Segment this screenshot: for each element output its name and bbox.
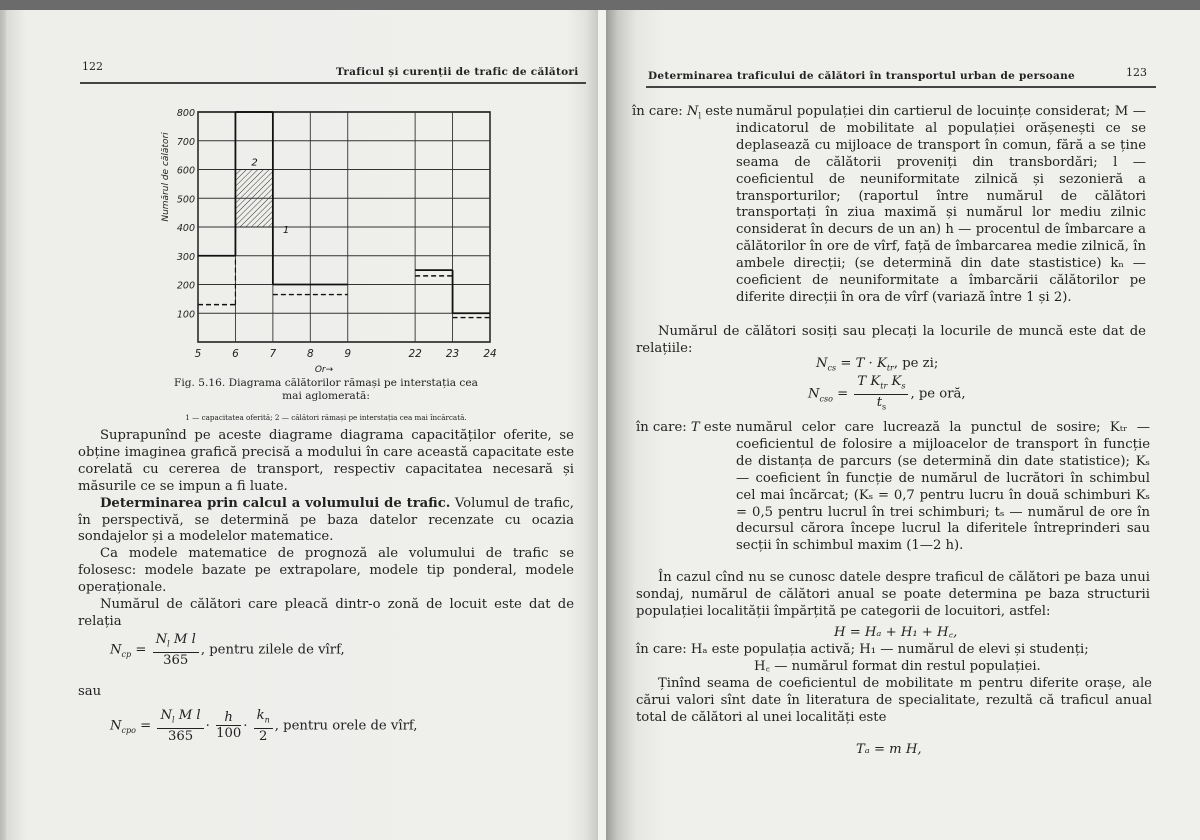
denominator: 2	[259, 728, 268, 744]
x-tick-label: 9	[344, 348, 352, 360]
left-body-text	[78, 428, 574, 631]
definitions-text: numărul populației din cartierul de locuințe considerat; M — indicatorul de mobilitate al populației orășenești ce se deplasează cu mijloace de transport în comun, fără a se ține seama de călătorii proveniți din transbordări; l — coeficientul de neuniformitate zilnică și sezonieră a transporturilor; (raportul între numărul de călători transportați în ziua maximă și numărul lor mediu zilnic considerat în decurs de un an) h — procentul de îmbarcare a călătorilor în ore de vîrf, față de îmbarcarea medie zilnică, în ambele direcții; (se determină din date stastistice) kₙ — coeficient de neuniformitate a îmbarcării călătorilor pe diferite direcții în ora de vîrf (variază între 1 și 2).	[736, 104, 1146, 305]
formula-ncpo: $N_{cpo}$ = $\frac{N_l M l}{365}$ · $\frac{h}{100}$ · $\frac{k_n}{2}$ , pentru orele de vîrf,	[110, 708, 418, 744]
y-tick-label: 100	[176, 309, 195, 321]
fraction	[153, 632, 199, 668]
x-tick-label: 24	[483, 348, 497, 360]
header-rule-left	[80, 82, 586, 84]
numerator-subscript: tr	[880, 381, 888, 391]
paragraph: Suprapunînd pe aceste diagrame diagrama capacităților oferite, se obține imaginea grafică precisă a modului în care această capacitate este corelată cu cererea de transport, respectiv capacitatea necesară și măsurile ce se impun a fi luate.	[78, 428, 574, 494]
x-tick-label: 23	[445, 348, 460, 360]
paragraph: Ca modele matematice de prognoză ale volumului de trafic se folosesc: modele bazate pe extrapolare, modele tip ponderal, modele operaționale.	[78, 546, 574, 596]
definition-line: H꜀ — numărul format din restul populației.	[754, 658, 1041, 674]
y-tick-label: 300	[176, 251, 195, 263]
numerator: T K	[857, 374, 881, 389]
formula-ncs	[816, 356, 938, 373]
header-rule-right	[646, 86, 1156, 88]
x-axis-label: Or→	[314, 365, 334, 375]
numerator-mid: K	[887, 374, 902, 389]
formula-subscript: cp	[121, 649, 132, 659]
where-label-2	[636, 420, 746, 437]
book-gutter	[598, 10, 606, 840]
definitions-text: numărul celor care lucrează la punctul de sosire; Kₜᵣ — coeficientul de folosire a mijloacelor de transport în funcție de distanța de parcurs (se determină din date statistice); Kₛ — coeficient în funcție de numărul de lucrători în schimbul cel mai încărcat; (Kₛ = 0,7 pentru lucru în două schimburi Kₛ = 0,5 pentru lucrul în trei schimburi; tₛ — numărul de ore în decursul cărora începe lucrul la diferitele întreprinderi sau secții în schimbul maxim (1—2 h).	[736, 420, 1150, 554]
numerator: N	[155, 632, 168, 647]
formula-ta: Tₐ = m H,	[856, 742, 922, 757]
numerator-subscript: n	[264, 715, 270, 725]
y-tick-label: 400	[176, 223, 195, 234]
formula-tail: , pentru orele de vîrf,	[274, 718, 418, 734]
mobility-paragraph	[636, 676, 1152, 727]
series-label-1: 1	[282, 224, 290, 236]
page-number-left: 122	[82, 60, 103, 73]
numerator-rest: M l	[169, 632, 196, 647]
variable: T	[690, 420, 700, 435]
paragraph: Ținînd seama de coeficientul de mobilitate m pentru diferite orașe, ale cărui valori sînt date în literatura de specialitate, rezultă că traficul anual total de călători al unei localități este	[636, 676, 1152, 725]
denominator-subscript: s	[882, 402, 887, 412]
variable-subscript: l	[698, 111, 702, 121]
paragraph: În cazul cînd nu se cunosc datele despre traficul de călători pe baza unui sondaj, numărul de călători anual se poate determina pe baza structurii populației localității împărțită pe categorii de locuitori, astfel:	[636, 570, 1150, 619]
formula-subscript: cso	[819, 394, 833, 404]
bold-heading: Determinarea prin calcul a volumului de trafic.	[100, 495, 451, 511]
denominator: 365	[167, 728, 194, 744]
numerator-rest: M l	[174, 708, 201, 723]
formula-tail: , pentru zilele de vîrf,	[200, 642, 345, 658]
page-number-right: 123	[1126, 66, 1147, 79]
x-tick-label: 7	[269, 348, 277, 360]
x-tick-label: 8	[306, 348, 314, 360]
formula-lhs: N	[816, 356, 828, 371]
formula-subscript: tr	[886, 363, 894, 373]
running-head-right: Determinarea traficului de călători în transportul urban de persoane	[648, 70, 1076, 82]
formula-tail: , pe oră,	[910, 386, 966, 402]
denominator: t	[876, 394, 883, 410]
where-label-1	[632, 104, 742, 126]
fraction	[157, 708, 203, 744]
case-paragraph	[636, 570, 1150, 621]
y-tick-label: 800	[176, 108, 195, 119]
y-tick-label: 700	[176, 136, 195, 148]
definition-line: în care: Hₐ este populația activă; H₁ — numărul de elevi și studenți;	[636, 642, 1089, 657]
left-page	[6, 10, 598, 840]
numerator-subscript: l	[171, 715, 175, 725]
variable: N	[686, 104, 699, 119]
hatched-excess-area	[235, 170, 272, 228]
y-tick-label: 500	[176, 194, 195, 206]
formula-ncp: $N_{cp}$ = $\frac{N_l M l}{365}$ , pentru zilele de vîrf,	[110, 632, 345, 668]
relations-paragraph	[636, 324, 1146, 358]
sau-text: sau	[78, 684, 102, 699]
y-tick-label: 600	[176, 165, 195, 177]
x-tick-label: 5	[194, 348, 202, 360]
paragraph	[78, 496, 574, 547]
formula-subscript: cs	[827, 363, 837, 373]
fraction	[216, 710, 241, 741]
numerator: k	[256, 708, 265, 723]
numerator-subscript: l	[167, 639, 170, 649]
right-page	[606, 10, 1200, 840]
paragraph-text: Volumul de trafic, în perspectivă, se determină pe baza datelor recenzate cu ocazia sondajelor și a modelelor matematice.	[78, 495, 575, 545]
formula-tail: , pe zi;	[893, 356, 939, 371]
where-label: în care:	[632, 104, 687, 119]
figure-legend: 1 — capacitatea oferită; 2 — călători rămași pe interstația cea mai încărcată.	[185, 413, 467, 422]
viewer-top-bar	[0, 0, 1200, 10]
where-definitions-1	[736, 104, 1146, 307]
running-head-left: Traficul și curenții de trafic de călători	[336, 66, 579, 78]
numerator: h	[216, 710, 241, 726]
caption-line-1: Fig. 5.16. Diagrama călătorilor rămași pe interstația cea	[174, 377, 478, 389]
where-definitions-3	[636, 642, 1156, 676]
x-tick-label: 22	[408, 348, 422, 360]
formula-lhs: N	[808, 386, 820, 402]
y-tick-label: 200	[176, 280, 195, 292]
formula-rhs: = T · K	[836, 356, 887, 371]
numerator: N	[160, 708, 172, 723]
denominator: 365	[163, 652, 189, 668]
formula-subscript: cpo	[121, 725, 136, 735]
formula-lhs: N	[110, 642, 122, 658]
fraction	[854, 374, 908, 414]
x-tick-label: 6	[232, 348, 239, 360]
series-label-2: 2	[251, 157, 258, 169]
formula-ncso: $N_{cso}$ = $\frac{T K_{tr} K_s}{t_s}$ , pe oră,	[808, 374, 966, 414]
denominator: 100	[216, 726, 242, 742]
where-definitions-2	[736, 420, 1150, 555]
este-text: este	[701, 104, 733, 119]
where-label: în care:	[636, 420, 691, 435]
formula-lhs: N	[110, 718, 122, 734]
numerator-subscript: s	[901, 381, 906, 391]
chart	[146, 100, 506, 380]
figure-caption	[146, 377, 506, 402]
paragraph: Numărul de călători care pleacă dintr-o zonă de locuit este dat de relația	[78, 597, 574, 629]
paragraph: Numărul de călători sosiți sau plecați la locurile de muncă este dat de relațiile:	[636, 324, 1146, 356]
fraction	[254, 708, 273, 744]
formula-h: H = Hₐ + H₁ + H꜀,	[834, 625, 958, 640]
caption-line-2: mai aglomerată:	[282, 389, 370, 402]
este-text: este	[699, 420, 732, 435]
y-axis-label: Numărul de călători	[161, 132, 171, 222]
